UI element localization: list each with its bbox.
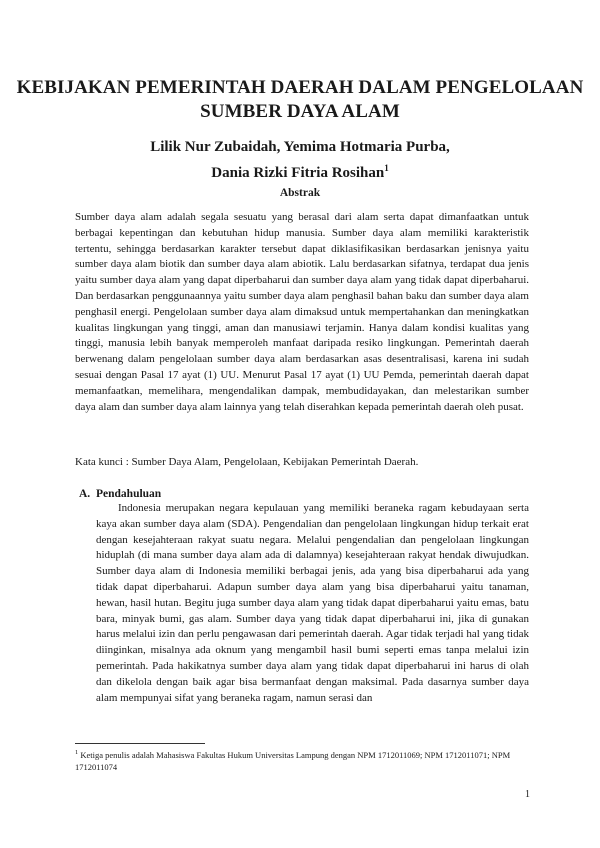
authors-line-1: Lilik Nur Zubaidah, Yemima Hotmaria Purba, (150, 139, 450, 155)
footnote (75, 747, 529, 773)
keywords: Kata kunci : Sumber Daya Alam, Pengelolaan, Kebijakan Pemerintah Daerah. (75, 456, 419, 468)
section-title: Pendahuluan (96, 488, 162, 500)
paper-title: KEBIJAKAN PEMERINTAH DAERAH DALAM PENGELOLAAN SUMBER DAYA ALAM (16, 77, 584, 122)
authors-line-2-text: Dania Rizki Fitria Rosihan (211, 165, 385, 181)
section-heading (79, 488, 161, 500)
section-marker: A. (79, 488, 91, 500)
footnote-text: Ketiga penulis adalah Mahasiswa Fakultas Hukum Universitas Lampung dengan NPM 1712011069; NPM 1712011071; NPM 1712011074 (75, 749, 511, 772)
abstract-text: Sumber daya alam adalah segala sesuatu yang berasal dari alam serta dapat dimanfaatkan untuk berbagai kepentingan dan kebutuhan hidup manusia. Sumber daya alam memiliki karakteristik tertentu, sehingga berdasarkan karakter tersebut dapat diklasifikasikan berdasarkan jenisnya yaitu sumber daya alam biotik dan sumber daya alam abiotik. Lalu berdasarkan sifatnya, terdapat dua jenis yaitu sumber daya alam yang dapat diperbaharui dan sumber daya alam yang tidak dapat diperbaharui. Dan berdasarkan penggunaannya yaitu sumber daya alam penghasil bahan baku dan sumber daya alam penghasil energi. Pengelolaan sumber daya alam dimaksud untuk mempertahankan dan meningkatkan kualitas lingkungan yang tinggi, aman dan manusiawi terjamin. Hanya dalam kondisi kualitas yang tinggi, manusia lebih banyak memperoleh manfaat daripada resiko lingkungan. Pemerintah daerah berwenang dalam pengelolaan sumber daya alam berdasarkan asas desentralisasi, karena ini sudah sesuai dengan Pasal 17 ayat (1) UU. Menurut Pasal 17 ayat (1) UU Pemda, pemerintah daerah dapat memanfaatkan, memelihara, mengendalikan dampak, membudidayakan, dan melestarikan sumber daya alam dan sumber daya alam lainnya yang telah diserahkan kepada pemerintah daerah oleh pusat. (75, 211, 529, 413)
section-text: Indonesia merupakan negara kepulauan yang memiliki beraneka ragam kebudayaan serta kaya akan sumber daya alam (SDA). Pengendalian dan pengelolaan lingkungan hidup terkait erat dengan kesejahteraan rakyat suatu negara. Melalui pengendalian dan pengelolaan lingkungan hiduplah (di mana sumber daya alam ada di dalamnya) kesejahteraan rakyat hendak diwujudkan. Sumber daya alam di Indonesia memiliki berbagai jenis, ada yang bisa diperbaharui ada yang tidak dapat diperbaharui. Adapun sumber daya alam yang bisa diperbaharui yaitu tanaman, hewan, hasil hutan. Begitu juga sumber daya alam yang tidak dapat diperbaharui yaitu emas, batu bara, minyak bumi, gas alam. Sumber daya yang tidak dapat diperbaharui ini, jika di gunakan harus melalui izin dan perlu pengawasan dari pemerintah daerah. Agar tidak terjadi hal yang tidak diinginkan, misalnya ada oknum yang mengambil hasil bumi seperti emas tanpa melalui izin pemerintah. Pada hakikatnya sumber daya alam yang tidak dapat diperbaharui ini harus di olah dan dikelola dengan baik agar bisa bermanfaat dengan maksimal. Pada dasarnya sumber daya alam mempunyai sifat yang beraneka ragam, namun serasi dan (96, 502, 529, 704)
abstract-heading: Abstrak (279, 187, 321, 199)
author-footnote-mark: 1 (384, 163, 389, 173)
page-number: 1 (525, 789, 530, 800)
footnote-mark: 1 (75, 749, 79, 756)
authors-line-2 (0, 158, 600, 184)
footnote-divider (75, 743, 205, 744)
author-list (0, 137, 600, 184)
